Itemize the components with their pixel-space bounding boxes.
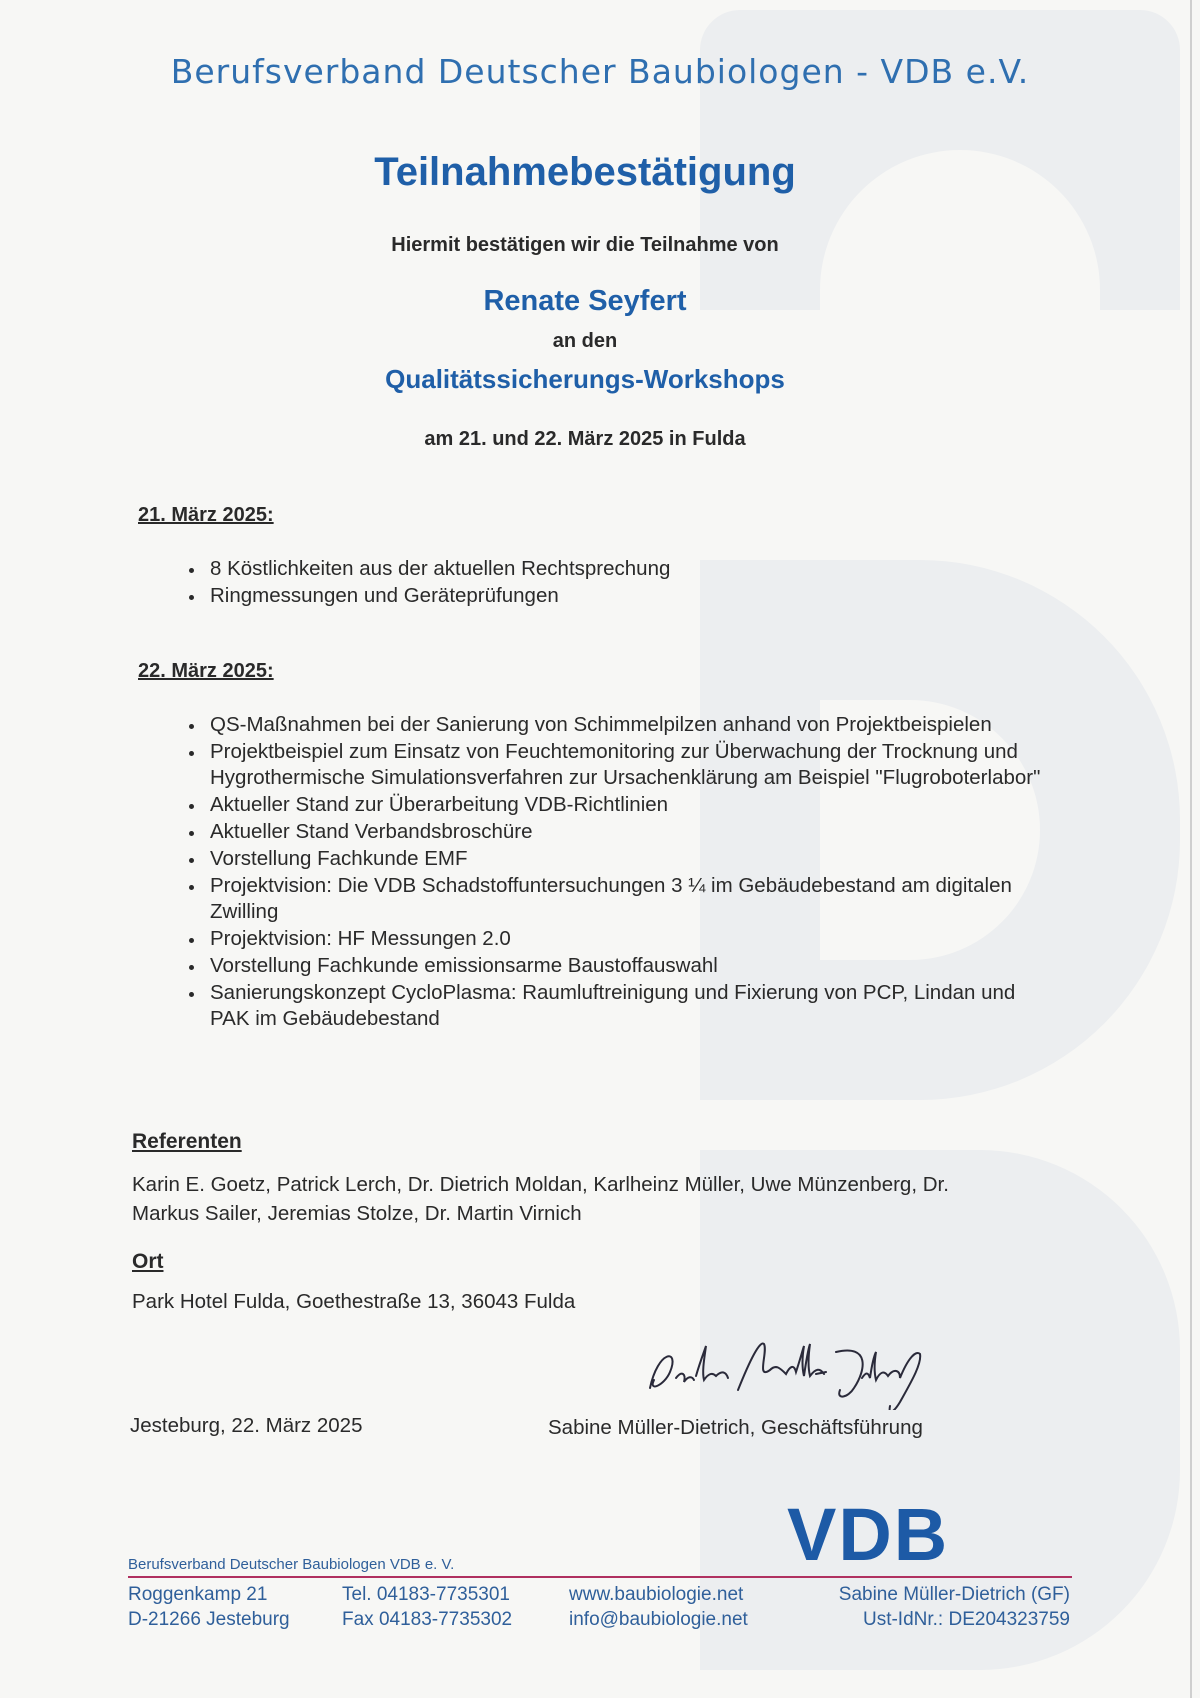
list-item: • Aktueller Stand zur Überarbeitung VDB-Richtlinien <box>206 792 1046 818</box>
place-date: Jesteburg, 22. März 2025 <box>130 1414 363 1437</box>
ort-text: Park Hotel Fulda, Goethestraße 13, 36043 Fulda <box>132 1290 576 1313</box>
footer-city: D-21266 Jesteburg <box>128 1609 290 1630</box>
event-name: Qualitätssicherungs-Workshops <box>385 364 785 394</box>
list-item: • Projektvision: Die VDB Schadstoffuntersuchungen 3 ¼ im Gebäudebestand am digitalen Zwilling <box>206 873 1046 925</box>
day-heading: 22. März 2025: <box>138 660 274 682</box>
footer-street: Roggenkamp 21 <box>128 1584 268 1605</box>
footer-web-mail <box>569 1582 748 1632</box>
footer-email-link[interactable]: info@baubiologie.net <box>569 1609 748 1630</box>
page-title: Teilnahmebestätigung <box>374 150 796 194</box>
participant-name: Renate Seyfert <box>483 285 687 317</box>
list-item: • Vorstellung Fachkunde emissionsarme Baustoffauswahl <box>206 953 1046 979</box>
handwritten-signature <box>640 1330 940 1410</box>
referenten-heading: Referenten <box>132 1130 242 1153</box>
connector-text: an den <box>552 330 618 352</box>
footer-divider <box>128 1576 1072 1578</box>
referenten-text: Karin E. Goetz, Patrick Lerch, Dr. Dietrich Moldan, Karlheinz Müller, Uwe Münzenberg, Dr. Markus Sailer, Jeremias Stolze, Dr. Martin Virnich <box>132 1173 949 1225</box>
list-item: • Vorstellung Fachkunde EMF <box>206 846 1046 872</box>
list-item: • QS-Maßnahmen bei der Sanierung von Schimmelpilzen anhand von Projektbeispielen <box>206 712 1046 738</box>
intro-text: Hiermit bestätigen wir die Teilnahme von <box>391 234 779 256</box>
event-date-place: am 21. und 22. März 2025 in Fulda <box>424 428 746 450</box>
page-edge <box>1190 0 1192 1698</box>
day-topic-list <box>176 712 1046 1033</box>
footer-address <box>128 1582 290 1632</box>
footer-website-link[interactable]: www.baubiologie.net <box>569 1584 744 1605</box>
footer-vat-id: Ust-IdNr.: DE204323759 <box>862 1609 1070 1630</box>
day-heading: 21. März 2025: <box>138 504 274 526</box>
list-item: • Projektbeispiel zum Einsatz von Feuchtemonitoring zur Überwachung der Trocknung und Hygrothermische Simulationsverfahren zur Ursachenklärung am Beispiel "Flugroboterlabor" <box>206 739 1046 791</box>
list-item: • Sanierungskonzept CycloPlasma: Raumluftreinigung und Fixierung von PCP, Lindan und PAK im Gebäudebestand <box>206 980 1046 1032</box>
list-item: • Ringmessungen und Geräteprüfungen <box>206 583 1046 609</box>
header-organization: Berufsverband Deutscher Baubiologen - VDB e.V. <box>170 52 1030 91</box>
list-item: • Aktueller Stand Verbandsbroschüre <box>206 819 1046 845</box>
footer-phone-fax <box>342 1582 512 1632</box>
footer-manager: Sabine Müller-Dietrich (GF) <box>838 1584 1070 1605</box>
signer-name: Sabine Müller-Dietrich, Geschäftsführung <box>548 1416 923 1439</box>
list-item: • 8 Köstlichkeiten aus der aktuellen Rechtsprechung <box>206 556 1046 582</box>
footer-organization: Berufsverband Deutscher Baubiologen VDB e. V. <box>128 1556 455 1573</box>
vdb-logo: VDB <box>787 1493 950 1576</box>
ort-heading: Ort <box>132 1250 164 1273</box>
footer-manager-vat <box>770 1582 1070 1632</box>
footer-fax: Fax 04183-7735302 <box>342 1609 513 1630</box>
list-item: • Projektvision: HF Messungen 2.0 <box>206 926 1046 952</box>
footer-phone: Tel. 04183-7735301 <box>342 1584 510 1605</box>
day-topic-list <box>176 556 1046 610</box>
